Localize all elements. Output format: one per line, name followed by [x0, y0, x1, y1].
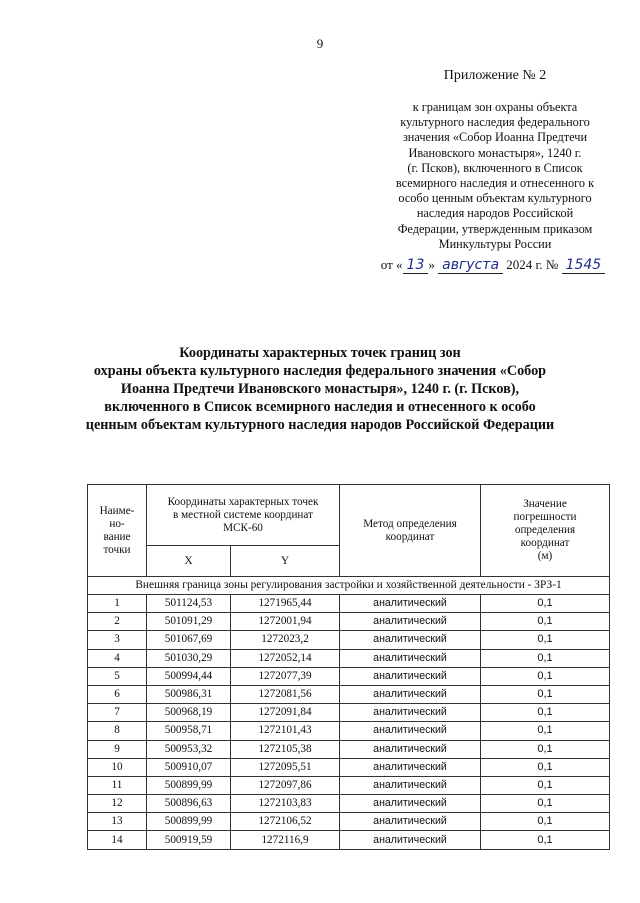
y-coordinate-cell: 1272105,38 [231, 740, 340, 758]
y-coordinate-cell: 1272091,84 [231, 704, 340, 722]
method-cell: аналитический [340, 667, 481, 685]
point-number-cell: 14 [88, 831, 147, 849]
appendix-line: культурного наследия федерального [400, 115, 590, 130]
order-date-line [368, 257, 618, 273]
x-coordinate-cell: 500986,31 [147, 685, 231, 703]
col-header-x: X [147, 546, 231, 577]
y-coordinate-cell: 1272001,94 [231, 613, 340, 631]
error-cell: 0,1 [481, 595, 610, 613]
zone-title: Внешняя граница зоны регулирования застройки и хозяйственной деятельности - ЗРЗ-1 [88, 577, 610, 595]
method-cell: аналитический [340, 758, 481, 776]
x-coordinate-cell: 500899,99 [147, 776, 231, 794]
error-cell: 0,1 [481, 649, 610, 667]
col-header-point-name: Наиме- но- вание точки [88, 485, 147, 577]
x-coordinate-cell: 501067,69 [147, 631, 231, 649]
y-coordinate-cell: 1272077,39 [231, 667, 340, 685]
appendix-line: Минкультуры России [438, 236, 552, 251]
appendix-line: особо ценным объектам культурного [398, 191, 592, 206]
x-coordinate-cell: 501030,29 [147, 649, 231, 667]
method-cell: аналитический [340, 831, 481, 849]
error-cell: 0,1 [481, 758, 610, 776]
point-number-cell: 3 [88, 631, 147, 649]
error-cell: 0,1 [481, 740, 610, 758]
method-cell: аналитический [340, 613, 481, 631]
order-year-text: 2024 г. № [503, 257, 562, 272]
order-prefix: от « [380, 257, 403, 272]
error-cell: 0,1 [481, 776, 610, 794]
method-cell: аналитический [340, 795, 481, 813]
x-coordinate-cell: 500958,71 [147, 722, 231, 740]
y-coordinate-cell: 1272106,52 [231, 813, 340, 831]
point-number-cell: 11 [88, 776, 147, 794]
heading-line: ценным объектам культурного наследия народов Российской Федерации [85, 417, 555, 433]
error-cell: 0,1 [481, 813, 610, 831]
appendix-title: Приложение № 2 [443, 68, 547, 83]
error-cell: 0,1 [481, 831, 610, 849]
point-number-cell: 7 [88, 704, 147, 722]
col-header-y: Y [231, 546, 340, 577]
x-coordinate-cell: 501091,29 [147, 613, 231, 631]
error-cell: 0,1 [481, 613, 610, 631]
y-coordinate-cell: 1272095,51 [231, 758, 340, 776]
method-cell: аналитический [340, 776, 481, 794]
error-cell: 0,1 [481, 704, 610, 722]
table-row [88, 613, 610, 631]
point-number-cell: 2 [88, 613, 147, 631]
error-cell: 0,1 [481, 685, 610, 703]
table-row [88, 758, 610, 776]
x-coordinate-cell: 500910,07 [147, 758, 231, 776]
appendix-line: (г. Псков), включенного в Список [407, 160, 583, 175]
error-cell: 0,1 [481, 722, 610, 740]
col-header-error: Значение погрешности определения координат (м) [481, 485, 610, 577]
method-cell: аналитический [340, 631, 481, 649]
y-coordinate-cell: 1272097,86 [231, 776, 340, 794]
point-number-cell: 10 [88, 758, 147, 776]
method-cell: аналитический [340, 813, 481, 831]
method-cell: аналитический [340, 649, 481, 667]
error-cell: 0,1 [481, 795, 610, 813]
heading-line: Иоанна Предтечи Ивановского монастыря», 1240 г. (г. Псков), [120, 381, 520, 397]
document-heading [40, 344, 600, 434]
appendix-line: всемирного наследия и отнесенного к [395, 176, 595, 191]
heading-line: включенного в Список всемирного наследия и отнесенного к особо [104, 399, 536, 415]
point-number-cell: 4 [88, 649, 147, 667]
coordinates-table [87, 484, 610, 850]
point-number-cell: 9 [88, 740, 147, 758]
table-row [88, 722, 610, 740]
point-number-cell: 1 [88, 595, 147, 613]
method-cell: аналитический [340, 704, 481, 722]
table-row [88, 649, 610, 667]
method-cell: аналитический [340, 685, 481, 703]
table-row [88, 595, 610, 613]
heading-line: охраны объекта культурного наследия федерального значения «Собор [93, 363, 547, 379]
order-mid: » [428, 257, 439, 272]
col-header-coordinates: Координаты характерных точек в местной системе координат МСК-60 [147, 485, 340, 546]
appendix-line: Федерации, утвержденным приказом [397, 221, 593, 236]
table-row [88, 667, 610, 685]
x-coordinate-cell: 501124,53 [147, 595, 231, 613]
y-coordinate-cell: 1272052,14 [231, 649, 340, 667]
error-cell: 0,1 [481, 631, 610, 649]
x-coordinate-cell: 500919,59 [147, 831, 231, 849]
point-number-cell: 12 [88, 795, 147, 813]
table-row [88, 685, 610, 703]
table-row [88, 795, 610, 813]
table-row [88, 776, 610, 794]
y-coordinate-cell: 1272081,56 [231, 685, 340, 703]
table-row [88, 631, 610, 649]
x-coordinate-cell: 500896,63 [147, 795, 231, 813]
order-month-handwritten: августа [438, 257, 503, 274]
appendix-line: наследия народов Российской [416, 206, 574, 221]
x-coordinate-cell: 500994,44 [147, 667, 231, 685]
page-number: 9 [316, 36, 324, 51]
heading-line: Координаты характерных точек границ зон [179, 345, 461, 361]
method-cell: аналитический [340, 722, 481, 740]
point-number-cell: 8 [88, 722, 147, 740]
table-row [88, 740, 610, 758]
table-row [88, 704, 610, 722]
x-coordinate-cell: 500899,99 [147, 813, 231, 831]
x-coordinate-cell: 500953,32 [147, 740, 231, 758]
y-coordinate-cell: 1272023,2 [231, 631, 340, 649]
table-row [88, 831, 610, 849]
appendix-description [370, 100, 620, 252]
appendix-line: значения «Собор Иоанна Предтечи [402, 130, 588, 145]
error-cell: 0,1 [481, 667, 610, 685]
col-header-method: Метод определения координат [340, 485, 481, 577]
point-number-cell: 6 [88, 685, 147, 703]
point-number-cell: 5 [88, 667, 147, 685]
method-cell: аналитический [340, 595, 481, 613]
appendix-line: Ивановского монастыря», 1240 г. [408, 145, 582, 160]
y-coordinate-cell: 1271965,44 [231, 595, 340, 613]
order-number-handwritten: 1545 [562, 257, 606, 274]
point-number-cell: 13 [88, 813, 147, 831]
y-coordinate-cell: 1272103,83 [231, 795, 340, 813]
method-cell: аналитический [340, 740, 481, 758]
y-coordinate-cell: 1272101,43 [231, 722, 340, 740]
y-coordinate-cell: 1272116,9 [231, 831, 340, 849]
table-row [88, 813, 610, 831]
order-day-handwritten: 13 [403, 257, 429, 274]
appendix-line: к границам зон охраны объекта [412, 100, 578, 114]
x-coordinate-cell: 500968,19 [147, 704, 231, 722]
